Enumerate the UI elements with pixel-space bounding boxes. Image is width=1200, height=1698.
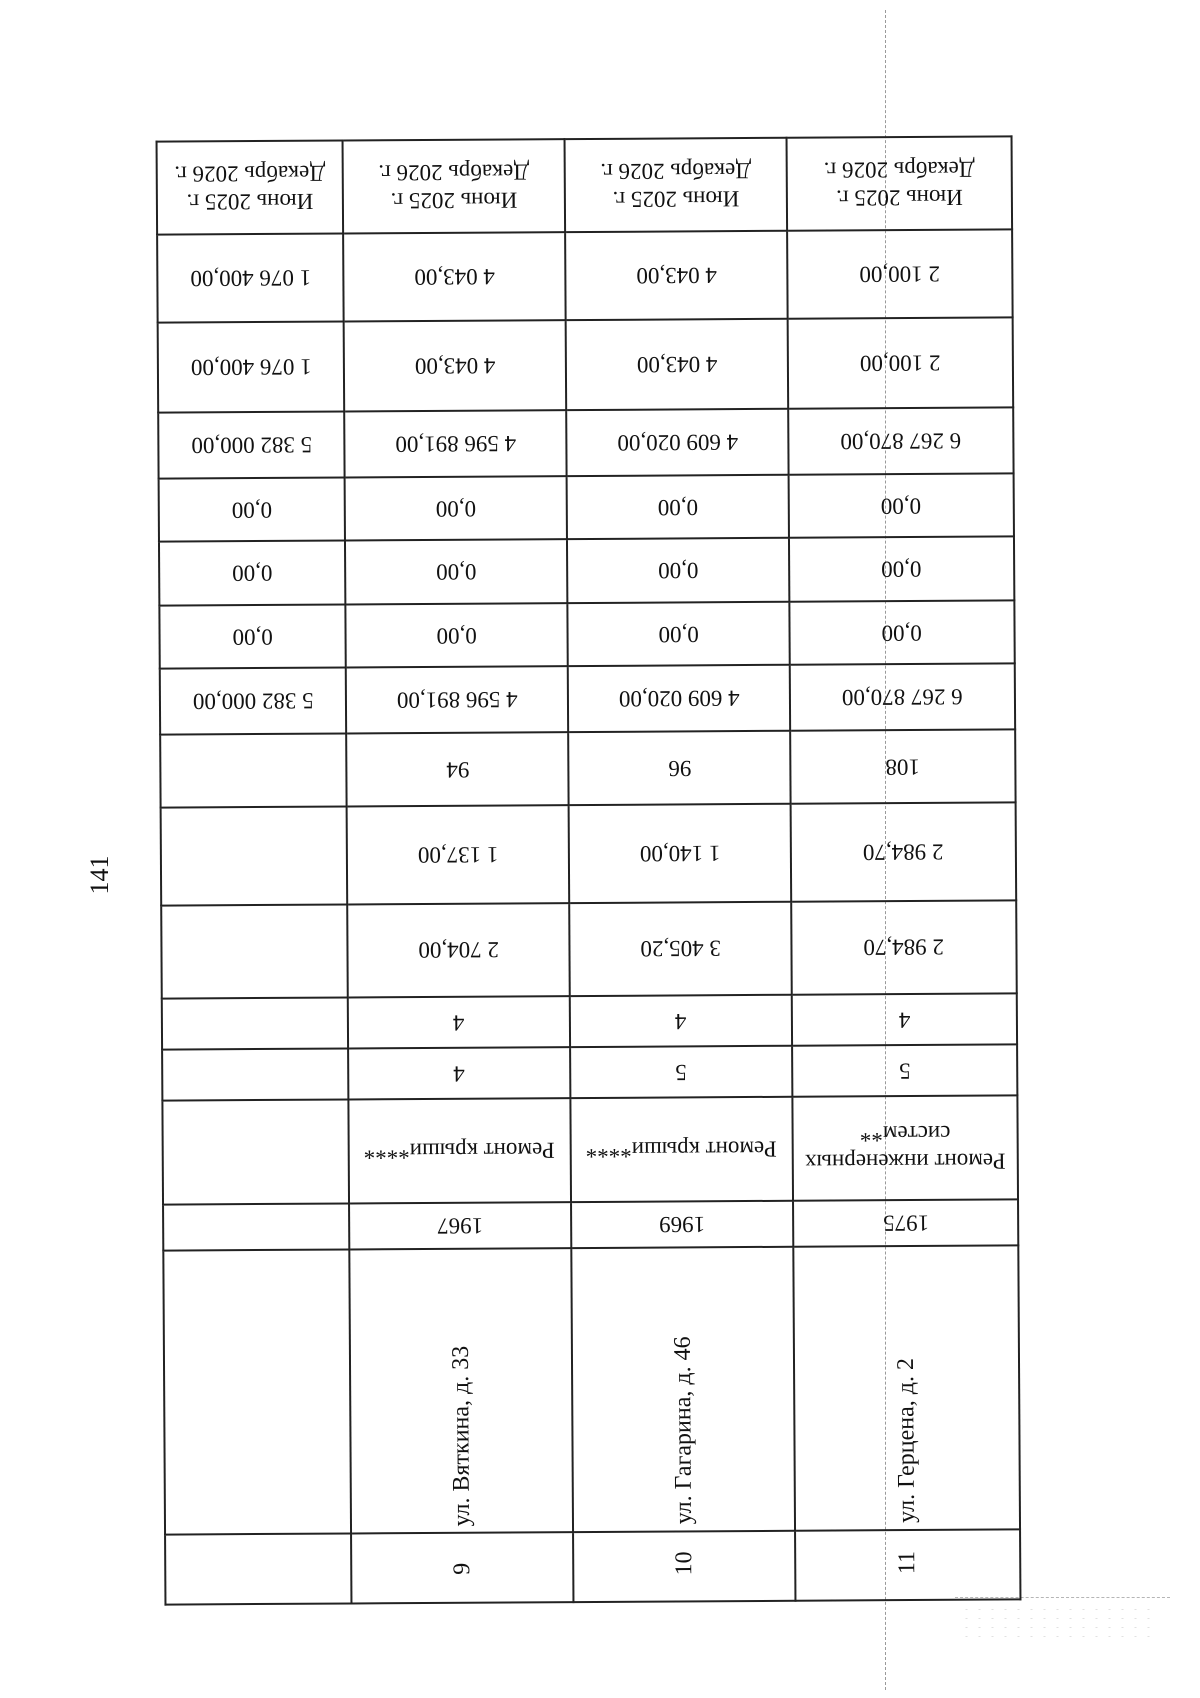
cell-zero-1-0: 0,00 <box>159 477 345 542</box>
cell-year-2: 1969 <box>571 1200 793 1248</box>
cell-people-3: 108 <box>790 729 1015 804</box>
cell-schedule-3: Июнь 2025 г. Декабрь 2026 г. <box>787 136 1013 230</box>
cell-total-1-2: 4 609 020,00 <box>568 665 790 732</box>
row-total-1 <box>160 663 1015 734</box>
scan-noise <box>960 1605 1160 1645</box>
row-schedule <box>157 136 1013 234</box>
cell-total-2-1: 4 596 891,00 <box>344 411 566 478</box>
row-floors <box>162 1045 1017 1101</box>
cell-area-total-0 <box>161 904 348 998</box>
cell-area-total-3: 2 984,70 <box>791 900 1017 994</box>
cell-cost-1-0: 1 076 400,00 <box>157 233 344 322</box>
cell-area-total-2: 3 405,20 <box>569 901 792 995</box>
row-total-2 <box>158 408 1013 479</box>
cell-entrances-0 <box>162 997 348 1050</box>
cell-address-1: ул. Вяткина, д. 33 <box>349 1248 573 1533</box>
cell-zero-2-1: 0,00 <box>345 539 567 604</box>
cell-people-2: 96 <box>568 730 790 805</box>
cell-schedule-2: Июнь 2025 г. Декабрь 2026 г. <box>565 138 788 232</box>
cell-cost-2-0: 1 076 400,00 <box>158 321 345 413</box>
cell-area-living-2: 1 140,00 <box>569 804 792 903</box>
cell-entrances-1: 4 <box>348 996 570 1049</box>
cell-floors-3: 5 <box>792 1045 1017 1097</box>
row-cost-1 <box>157 229 1013 322</box>
cell-total-2-0: 5 382 000,00 <box>158 412 344 479</box>
cell-address-2: ул. Гагарина, д. 46 <box>571 1247 795 1532</box>
cell-cost-1-3: 2 100,00 <box>787 229 1013 318</box>
row-zero-2 <box>159 537 1014 606</box>
cell-people-1: 94 <box>346 732 568 807</box>
cell-cost-1-1: 4 043,00 <box>343 232 566 321</box>
cell-zero-2-0: 0,00 <box>159 541 345 606</box>
cell-year-0 <box>163 1203 349 1251</box>
cell-floors-0 <box>162 1049 348 1101</box>
cell-area-living-0 <box>161 807 348 905</box>
cell-zero-2-3: 0,00 <box>789 537 1014 602</box>
cell-row-no-1: 9 <box>351 1532 573 1603</box>
cell-floors-2: 5 <box>570 1046 792 1098</box>
cell-entrances-3: 4 <box>792 993 1017 1046</box>
cell-work-type-1: Ремонт крыши**** <box>348 1098 571 1203</box>
cell-total-1-3: 6 267 870,00 <box>790 663 1015 730</box>
cell-entrances-2: 4 <box>570 994 792 1047</box>
row-work-type <box>162 1095 1018 1204</box>
repair-schedule-table <box>156 135 1022 1605</box>
cell-row-no-2: 10 <box>573 1531 795 1602</box>
cell-area-living-3: 2 984,70 <box>791 803 1017 902</box>
cell-row-no-0 <box>165 1534 351 1605</box>
cell-cost-2-2: 4 043,00 <box>566 318 789 410</box>
table-container <box>156 135 1020 1605</box>
row-cost-2 <box>158 317 1014 413</box>
row-people <box>160 729 1015 808</box>
page-number: 141 <box>85 855 114 895</box>
cell-people-0 <box>160 733 346 808</box>
row-zero-1 <box>159 473 1014 542</box>
cell-zero-1-2: 0,00 <box>567 475 789 540</box>
row-year <box>163 1199 1018 1251</box>
cell-zero-3-1: 0,00 <box>345 603 567 668</box>
cell-schedule-1: Июнь 2025 г. Декабрь 2026 г. <box>343 139 566 233</box>
cell-zero-3-3: 0,00 <box>789 600 1014 665</box>
cell-total-1-0: 5 382 000,00 <box>160 668 346 735</box>
cell-total-2-2: 4 609 020,00 <box>566 409 788 476</box>
cell-address-0 <box>163 1250 351 1535</box>
cell-area-living-1: 1 137,00 <box>347 806 570 905</box>
cell-total-2-3: 6 267 870,00 <box>788 408 1013 475</box>
cell-year-1: 1967 <box>349 1202 571 1250</box>
row-number <box>165 1530 1020 1605</box>
cell-area-total-1: 2 704,00 <box>347 903 570 997</box>
cell-cost-2-3: 2 100,00 <box>788 317 1014 409</box>
row-zero-3 <box>159 600 1014 669</box>
cell-work-type-0 <box>162 1100 349 1205</box>
cell-zero-2-2: 0,00 <box>567 538 789 603</box>
cell-address-3: ул. Герцена, д. 2 <box>793 1245 1020 1531</box>
row-area-total <box>161 900 1017 998</box>
cell-schedule-0: Июнь 2025 г. Декабрь 2026 г. <box>157 140 344 234</box>
cell-cost-2-1: 4 043,00 <box>344 320 567 412</box>
cell-zero-3-2: 0,00 <box>567 601 789 666</box>
row-area-living <box>161 803 1017 905</box>
cell-work-type-2: Ремонт крыши**** <box>570 1097 793 1202</box>
cell-year-3: 1975 <box>793 1199 1018 1247</box>
cell-row-no-3: 11 <box>795 1530 1020 1601</box>
cell-zero-1-3: 0,00 <box>789 473 1014 538</box>
cell-zero-3-0: 0,00 <box>159 604 345 669</box>
cell-cost-1-2: 4 043,00 <box>565 231 788 320</box>
row-entrances <box>162 993 1017 1050</box>
cell-total-1-1: 4 596 891,00 <box>346 666 568 733</box>
cell-floors-1: 4 <box>348 1047 570 1099</box>
row-address <box>163 1245 1020 1534</box>
cell-zero-1-1: 0,00 <box>345 476 567 541</box>
cell-work-type-3: Ремонт инженерных систем** <box>792 1095 1018 1200</box>
